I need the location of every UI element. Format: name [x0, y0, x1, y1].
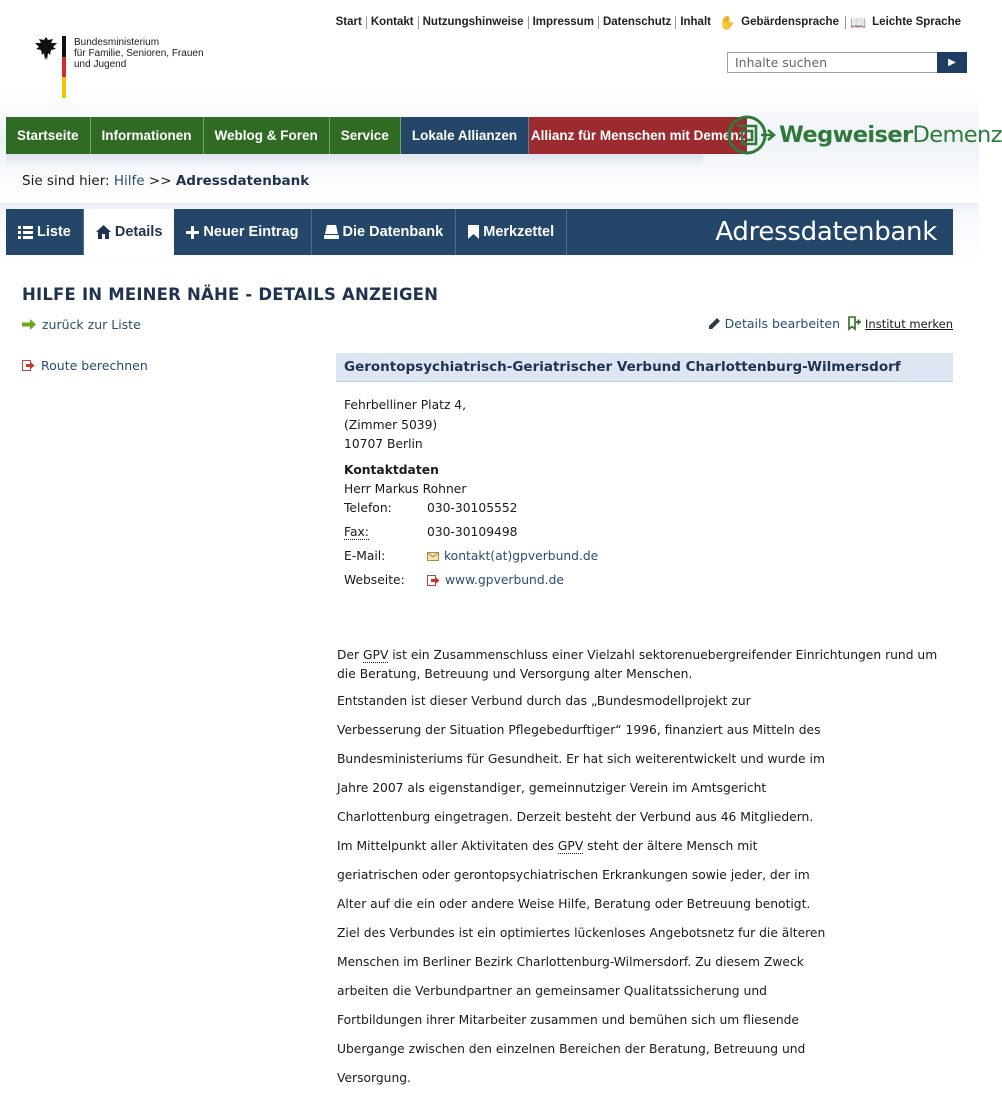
- website-label: Webseite:: [344, 573, 405, 587]
- fax-label: Fax:: [344, 525, 369, 539]
- edit-details-link[interactable]: [708, 316, 840, 331]
- email-link[interactable]: [427, 549, 598, 563]
- arrow-right-icon: ▶: [948, 57, 956, 68]
- entry-title: Gerontopsychiatrisch-Geriatrischer Verbund Charlottenburg-Wilmersdorf: [336, 353, 953, 382]
- bookmark-icon: [468, 225, 479, 239]
- ministry-name: Bundesministerium für Familie, Senioren, Frauen und Jugend: [74, 37, 204, 70]
- tab-merkzettel-label: Merkzettel: [483, 224, 555, 240]
- description-line: Verbesserung der Situation Pflegebedurftiger“ 1996, finanziert aus Mitteln des: [337, 723, 821, 737]
- description-line: Ubergange zwischen den einzelnen Bereichen der Beratung, Betreuung und: [337, 1042, 806, 1056]
- contact-heading: Kontaktdaten: [344, 463, 439, 477]
- external-link-icon: [22, 360, 35, 371]
- entry-address: [344, 396, 466, 455]
- ministry-logo[interactable]: [34, 34, 234, 104]
- fax-value: 030-30109498: [427, 525, 518, 539]
- nav-item-service[interactable]: Service: [330, 117, 401, 154]
- nav-item-informationen[interactable]: Informationen: [91, 117, 204, 154]
- brand-wordmark: [779, 122, 1002, 148]
- fax-label-wrap: [344, 525, 427, 539]
- database-tabbar: [6, 209, 953, 255]
- description-line: Ziel des Verbundes ist ein optimiertes lückenloses Angebotsnetz fur die älteren: [337, 926, 826, 940]
- easy-language-label: Leichte Sprache: [872, 16, 961, 28]
- breadcrumb: [22, 173, 309, 189]
- top-link-kontakt[interactable]: Kontakt: [367, 16, 419, 29]
- pencil-icon: [708, 317, 721, 330]
- description-line: Menschen im Berliner Bezirk Charlottenburg-Wilmersdorf. Zu diesem Zweck: [337, 955, 804, 969]
- brand-bold: Wegweiser: [779, 122, 913, 148]
- book-icon: 📖: [849, 15, 867, 30]
- search-submit-button[interactable]: [937, 52, 967, 73]
- search-input[interactable]: [727, 52, 937, 73]
- top-link-inhalt[interactable]: Inhalt: [680, 16, 711, 28]
- address-street: Fehrbelliner Platz 4,: [344, 398, 467, 412]
- description-intro: [337, 646, 952, 684]
- website-row: [344, 573, 564, 587]
- description-line: Alter auf die ein oder andere Weise Hilfe, Beratung oder Betreuung benotigt.: [337, 897, 811, 911]
- bookmark-institute-label: Institut merken: [865, 316, 953, 331]
- nav-item-lokale-allianzen[interactable]: Lokale Allianzen: [401, 117, 529, 154]
- address-room: (Zimmer 5039): [344, 417, 438, 432]
- fax-row: [344, 525, 518, 539]
- top-link-start[interactable]: Start: [336, 16, 367, 29]
- breadcrumb-separator: >>: [148, 173, 172, 189]
- sign-language-label: Gebärdensprache: [741, 16, 839, 28]
- route-calc-link[interactable]: [22, 358, 148, 373]
- top-link-impressum[interactable]: Impressum: [529, 16, 599, 29]
- tab-liste-label: Liste: [37, 224, 71, 240]
- nav-item-startseite[interactable]: Startseite: [6, 117, 91, 154]
- description-line: [337, 832, 952, 861]
- bookmark-institute-link[interactable]: [848, 317, 953, 331]
- line-start: Im Mittelpunkt aller Aktivitaten des: [337, 839, 558, 853]
- phone-value: 030-30105552: [427, 501, 518, 515]
- email-value: kontakt(at)gpverbund.de: [444, 549, 599, 563]
- breadcrumb-link-hilfe[interactable]: Hilfe: [113, 173, 145, 189]
- tab-neuer-eintrag-label: Neuer Eintrag: [203, 224, 299, 240]
- database-icon: [324, 225, 339, 239]
- envelope-icon: [427, 552, 439, 561]
- wegweiser-demenz-logo[interactable]: [727, 112, 1002, 158]
- address-city: 10707 Berlin: [344, 437, 423, 451]
- back-to-list-link[interactable]: [22, 317, 141, 332]
- back-link-label: zurück zur Liste: [42, 317, 141, 332]
- bookmark-add-icon: [848, 317, 862, 330]
- website-link[interactable]: [427, 573, 564, 587]
- description-line: Charlottenburg eingetragen. Derzeit besteht der Verbund aus 46 Mitgliedern.: [337, 810, 814, 824]
- contact-person: Herr Markus Rohner: [344, 482, 467, 496]
- top-service-nav: [336, 16, 965, 29]
- description-line: Versorgung.: [337, 1071, 411, 1085]
- tab-die-datenbank-label: Die Datenbank: [342, 224, 444, 240]
- intro-start: Der: [337, 648, 363, 662]
- entry-actions: [708, 316, 953, 331]
- top-link-datenschutz[interactable]: Datenschutz: [599, 16, 676, 29]
- site-search: [727, 52, 967, 73]
- plus-icon: [186, 226, 199, 239]
- entry-description: [337, 646, 952, 1093]
- phone-row: [344, 501, 518, 515]
- top-link-sign-language[interactable]: [715, 16, 846, 29]
- brand-regular: Demenz: [912, 122, 1002, 148]
- german-flag-bar: [62, 36, 66, 98]
- line-rest: steht der ältere Mensch mit: [583, 839, 758, 853]
- tab-die-datenbank[interactable]: [312, 209, 457, 255]
- description-line: arbeiten die Verbundpartner an gemeinsamer Qualitatssicherung und: [337, 984, 767, 998]
- website-value: www.gpverbund.de: [445, 573, 564, 587]
- top-link-nutzungshinweise[interactable]: Nutzungshinweise: [419, 16, 529, 29]
- description-line: Fortbildungen ihrer Mitarbeiter zusammen und bemühen sich um fliesende: [337, 1013, 799, 1027]
- breadcrumb-current: Adressdatenbank: [175, 173, 310, 189]
- top-link-easy-language[interactable]: [846, 16, 965, 29]
- email-label: E-Mail:: [344, 549, 386, 563]
- home-icon: [96, 225, 111, 239]
- arrow-right-icon: [22, 319, 36, 330]
- breadcrumb-prefix: Sie sind hier:: [22, 173, 110, 189]
- nav-item-weblog-foren[interactable]: Weblog & Foren: [204, 117, 330, 154]
- description-line: Jahre 2007 als eigenstandiger, gemeinnutziger Verein im Amtsgericht: [337, 781, 767, 795]
- nav-shadow: [6, 154, 703, 168]
- external-link-icon: [427, 575, 440, 586]
- intro-rest: ist ein Zusammenschluss einer Vielzahl sektorenuebergreifender Einrichtungen rund um die Beratung, Betreuung und Versorgung alter Menschen.: [337, 648, 938, 681]
- description-line: Bundesministeriums für Gesundheit. Er hat sich weiterentwickelt und wurde im: [337, 752, 825, 766]
- hand-icon: ✋: [718, 15, 736, 30]
- email-row: [344, 549, 598, 563]
- tab-liste[interactable]: [6, 209, 84, 255]
- federal-eagle-icon: [34, 36, 58, 62]
- gpv-abbreviation: GPV: [557, 839, 584, 853]
- route-link-label: Route berechnen: [41, 358, 148, 373]
- tab-details[interactable]: [84, 209, 175, 255]
- maze-logo-icon: [727, 112, 777, 158]
- page-title: HILFE IN MEINER NÄHE - DETAILS ANZEIGEN: [22, 285, 439, 304]
- description-line: geriatrischen oder gerontopsychiatrischen Erkrankungen sowie jeder, der im: [337, 868, 810, 882]
- tabbar-title: Adressdatenbank: [715, 217, 937, 247]
- tab-merkzettel[interactable]: [456, 209, 567, 255]
- phone-label: Telefon:: [344, 501, 392, 515]
- list-icon: [18, 226, 33, 239]
- main-navigation: [6, 117, 747, 154]
- edit-details-label: Details bearbeiten: [724, 316, 841, 331]
- gpv-abbreviation: GPV: [363, 648, 389, 662]
- nav-item-allianz[interactable]: Allianz für Menschen mit Demenz: [529, 117, 747, 154]
- tab-neuer-eintrag[interactable]: [174, 209, 311, 255]
- tab-details-label: Details: [114, 224, 163, 240]
- description-line: Entstanden ist dieser Verbund durch das „Bundesmodellprojekt zur: [337, 694, 751, 708]
